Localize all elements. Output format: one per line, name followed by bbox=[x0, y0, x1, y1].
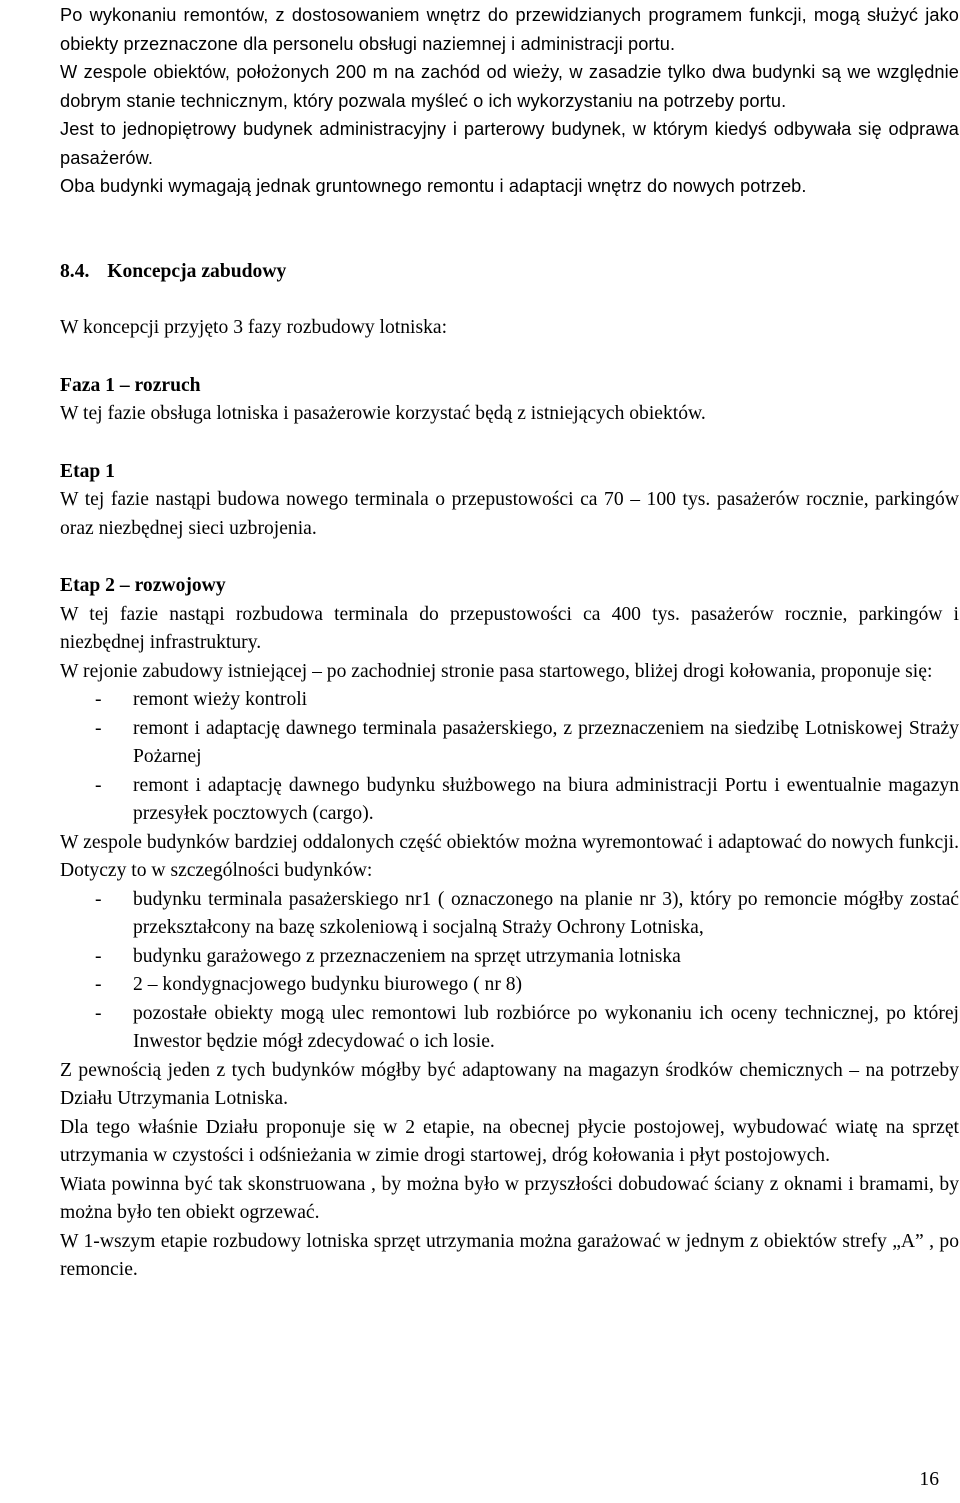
intro-paragraph-1: Po wykonaniu remontów, z dostosowaniem wnętrz do przewidzianych programem funkcji, mogą służyć jako obiekty przeznaczone dla personelu obsługi naziemnej i administracji portu. bbox=[60, 5, 959, 54]
page-number: 16 bbox=[919, 1469, 939, 1490]
faza1-title: Faza 1 – rozruch bbox=[60, 374, 201, 396]
list-item: - remont i adaptację dawnego terminala pasażerskiego, z przeznaczeniem na siedzibę Lotniskowej Straży Pożarnej bbox=[60, 715, 959, 772]
intro-paragraph-2: W zespole obiektów, położonych 200 m na zachód od wieży, w zasadzie tylko dwa budynki są we względnie dobrym stanie technicznym, który pozwala myśleć o ich wykorzystaniu na potrzeby portu. bbox=[60, 62, 959, 111]
dash-marker: - bbox=[95, 774, 102, 796]
list-item: - remont wieży kontroli bbox=[60, 686, 959, 715]
buildings-list bbox=[60, 886, 959, 1057]
faza1-text: W tej fazie obsługa lotniska i pasażerowie korzystać będą z istniejących obiektów. bbox=[60, 403, 706, 424]
document-page bbox=[60, 1, 959, 1285]
dash-marker: - bbox=[95, 717, 102, 739]
list-item: - 2 – kondygnacjowego budynku biurowego ( nr 8) bbox=[60, 971, 959, 1000]
list-item: - budynku garażowego z przeznaczeniem na sprzęt utrzymania lotniska bbox=[60, 943, 959, 972]
etap2-text: W tej fazie nastąpi rozbudowa terminala do przepustowości ca 400 tys. pasażerów rocznie, parkingów i niezbędnej infrastruktury. bbox=[60, 603, 959, 653]
pierwszy-etap-paragraph: W 1-wszym etapie rozbudowy lotniska sprzęt utrzymania można garażować w jednym z obiektów strefy „A” , po remoncie. bbox=[60, 1230, 959, 1280]
section-number: 8.4. bbox=[60, 260, 90, 282]
list-item: - pozostałe obiekty mogą ulec remontowi lub rozbiórce po wykonaniu ich oceny technicznej, po której Inwestor będzie mógł zdecydować o ich losie. bbox=[60, 1000, 959, 1057]
dla-paragraph: Dla tego właśnie Działu proponuje się w 2 etapie, na obecnej płycie postojowej, wybudować wiatę na sprzęt utrzymania w czystości i odśnieżania w zimie drogi startowej, dróg kołowania i płyt postojowych. bbox=[60, 1116, 959, 1166]
section-title: Koncepcja zabudowy bbox=[107, 260, 287, 282]
intro-paragraph-3: Jest to jednopiętrowy budynek administracyjny i parterowy budynek, w którym kiedyś odbywała się odprawa pasażerów. bbox=[60, 119, 959, 168]
dash-marker: - bbox=[95, 689, 102, 710]
pewnoscia-paragraph: Z pewnością jeden z tych budynków mógłby być adaptowany na magazyn środków chemicznych – na potrzeby Działu Utrzymania Lotniska. bbox=[60, 1059, 959, 1109]
rejon-paragraph: W rejonie zabudowy istniejącej – po zachodniej stronie pasa startowego, bliżej drogi kołowania, proponuje się: bbox=[60, 660, 933, 682]
intro-paragraph-4: Oba budynki wymagają jednak gruntownego remontu i adaptacji wnętrz do nowych potrzeb. bbox=[60, 176, 807, 196]
etap1-title: Etap 1 bbox=[60, 460, 115, 482]
dash-marker: - bbox=[95, 974, 102, 995]
dash-marker: - bbox=[95, 888, 102, 910]
etap1-text: W tej fazie nastąpi budowa nowego terminala o przepustowości ca 70 – 100 tys. pasażerów rocznie, parkingów oraz niezbędnej sieci uzbrojenia. bbox=[60, 489, 959, 539]
wiata-paragraph: Wiata powinna być tak skonstruowana , by można było w przyszłości dobudować ściany z oknami i bramami, by można było ten obiekt ogrzewać. bbox=[60, 1173, 959, 1223]
list-item: - remont i adaptację dawnego budynku służbowego na biura administracji Portu i ewentualnie magazyn przesyłek pocztowych (cargo). bbox=[60, 772, 959, 829]
section-lead: W koncepcji przyjęto 3 fazy rozbudowy lotniska: bbox=[60, 317, 448, 338]
etap2-title: Etap 2 – rozwojowy bbox=[60, 575, 226, 596]
dash-marker: - bbox=[95, 945, 102, 967]
zespol-paragraph: W zespole budynków bardziej oddalonych część obiektów można wyremontować i adaptować do nowych funkcji. Dotyczy to w szczególności budynków: bbox=[60, 831, 959, 881]
section-heading bbox=[60, 258, 959, 287]
list-item: - budynku terminala pasażerskiego nr1 ( oznaczonego na planie nr 3), który po remoncie mógłby zostać przekształcony na bazę szkoleniową i socjalną Straży Ochrony Lotniska, bbox=[60, 886, 959, 943]
proposal-list bbox=[60, 686, 959, 829]
dash-marker: - bbox=[95, 1002, 102, 1024]
